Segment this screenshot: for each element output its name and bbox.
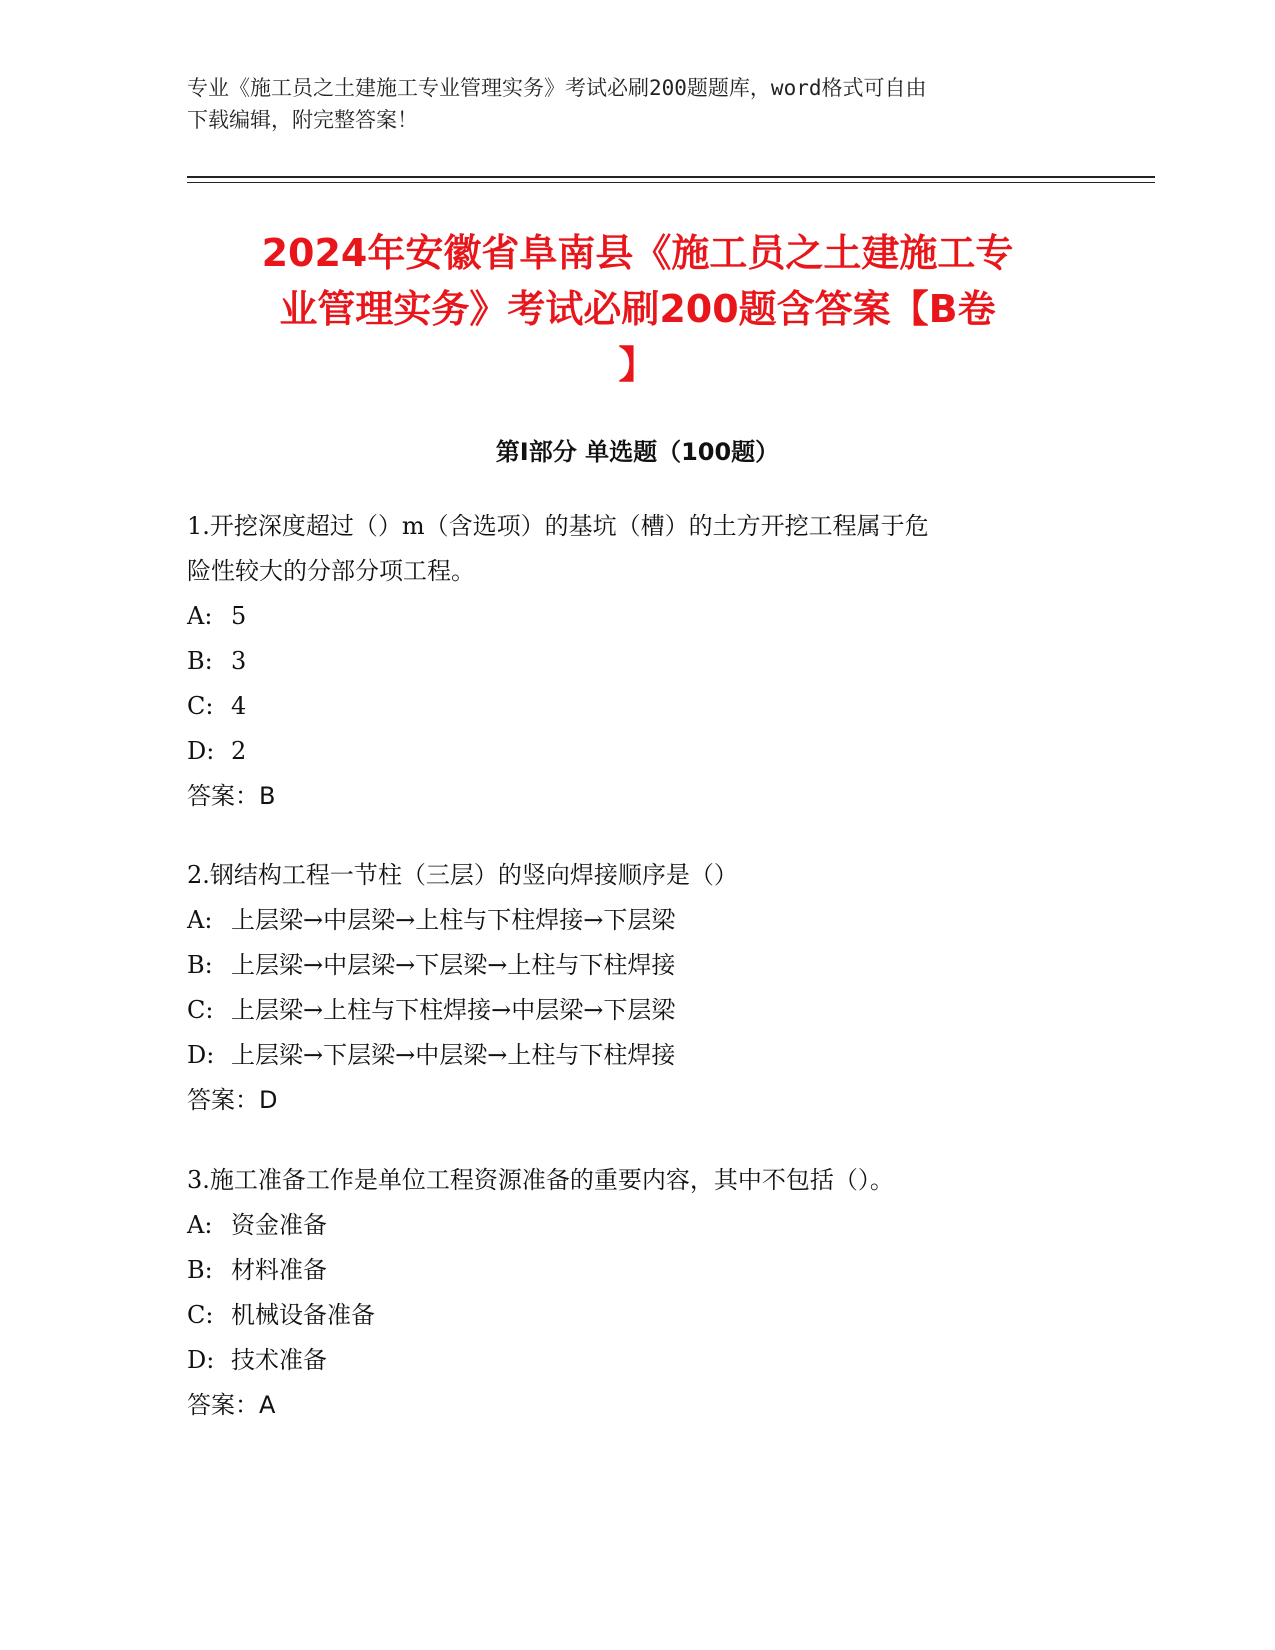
option-letter: D: [187,1041,215,1069]
option-letter: C: [187,996,214,1024]
option-a [187,1203,1087,1248]
option-letter: C: [187,1301,214,1329]
document-title-line-3: 】 [618,343,657,387]
question-1 [187,504,1087,819]
option-c [187,684,1087,729]
question-2 [187,853,1087,1123]
section-title: 第Ⅰ部分 单选题（100题） [495,438,780,466]
answer: 答案：D [187,1086,278,1114]
header-note-line-1: 专业《施工员之土建施工专业管理实务》考试必刷200题题库，word格式可自由 [187,76,927,100]
answer: 答案：A [187,1391,276,1419]
header-note-line-2: 下载编辑，附完整答案！ [187,108,418,132]
option-text: 上层梁→上柱与下柱焊接→中层梁→下层梁 [231,996,676,1024]
header-divider-thin [187,182,1155,183]
option-text: 材料准备 [231,1256,327,1284]
option-d [187,1338,1087,1383]
option-text: 5 [231,602,247,630]
question-stem [187,1158,1087,1203]
option-text: 上层梁→中层梁→下层梁→上柱与下柱焊接 [231,951,676,979]
option-d [187,1033,1087,1078]
option-text: 技术准备 [231,1346,327,1374]
option-text: 机械设备准备 [231,1301,375,1329]
option-text: 2 [231,737,247,765]
document-title-line-1: 2024年安徽省阜南县《施工员之土建施工专 [261,231,1014,275]
header-divider-thick [187,176,1155,178]
option-b [187,943,1087,988]
option-letter: B: [187,1256,213,1284]
document-title [160,225,1115,393]
question-stem [187,504,1087,594]
answer: 答案：B [187,782,276,810]
question-stem-line-1: 1.开挖深度超过（）m（含选项）的基坑（槽）的土方开挖工程属于危 [187,512,929,540]
option-d [187,729,1087,774]
question-stem-line-2: 险性较大的分部分项工程。 [187,557,475,585]
option-a [187,898,1087,943]
option-b [187,639,1087,684]
option-text: 3 [231,647,247,675]
option-a [187,594,1087,639]
option-text: 上层梁→中层梁→上柱与下柱焊接→下层梁 [231,906,676,934]
option-text: 上层梁→下层梁→中层梁→上柱与下柱焊接 [231,1041,676,1069]
option-letter: D: [187,1346,215,1374]
option-letter: A: [187,602,213,630]
header-note [187,72,1067,136]
option-c [187,1293,1087,1338]
option-letter: B: [187,951,213,979]
question-stem-line-1: 3.施工准备工作是单位工程资源准备的重要内容，其中不包括（）。 [187,1166,894,1194]
option-text: 资金准备 [231,1211,327,1239]
option-letter: B: [187,647,213,675]
document-title-line-2: 业管理实务》考试必刷200题含答案【B卷 [279,287,996,331]
question-3 [187,1158,1087,1428]
option-letter: A: [187,1211,213,1239]
option-letter: A: [187,906,213,934]
option-letter: C: [187,692,214,720]
question-stem [187,853,1087,898]
option-letter: D: [187,737,215,765]
option-c [187,988,1087,1033]
option-text: 4 [231,692,247,720]
option-b [187,1248,1087,1293]
question-stem-line-1: 2.钢结构工程一节柱（三层）的竖向焊接顺序是（） [187,861,738,889]
